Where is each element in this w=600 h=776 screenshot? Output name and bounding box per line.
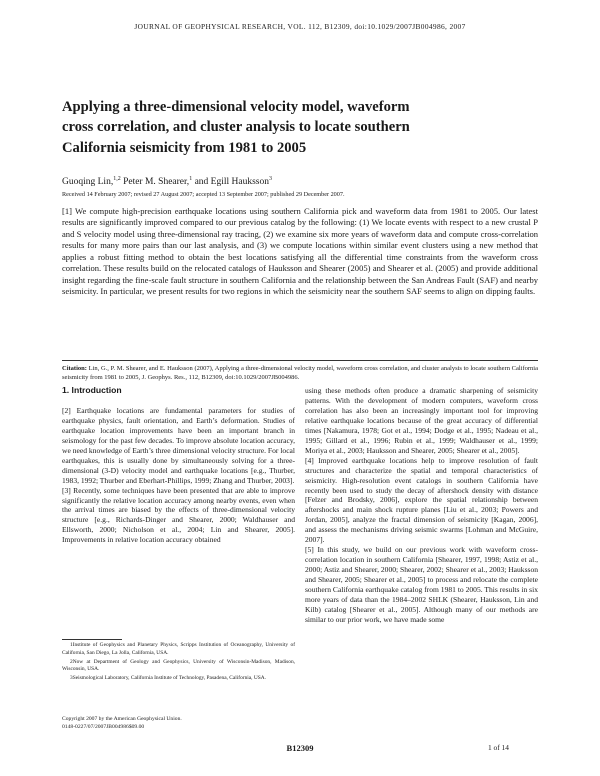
right-column bbox=[305, 386, 538, 625]
citation bbox=[62, 364, 538, 383]
abstract-text: We compute high-precision earthquake locations using southern California pick and waveform data from 1981 to 2005. Our latest results are significantly improved compared to our previous catalog by the following: (1) We locate events with respect to a new crustal P and S velocity model using three-dimensional ray tracing, (2) we examine six more years of waveform data and compute cross-correlation results for many more pairs than our last analysis, and (3) we compute locations within similar event clusters using a new method that applies a robust fitting method to obtain the best locations satisfying all the differential time constraints from the waveform cross correlation. These results build on the relocated catalogs of Hauksson and Shearer (2005) and Shearer et al. (2005) and provide additional insight regarding the fine-scale fault structure in southern California and the relationship between the San Andreas Fault (SAF) and nearby seismicity. In particular, we present results for two regions in which the seismicity near the southern SAF seems to align on dipping faults. bbox=[62, 206, 538, 297]
section-heading: 1. Introduction bbox=[62, 385, 122, 395]
author-name: Guoqing Lin, bbox=[62, 177, 114, 188]
paragraph-marker: [1] bbox=[62, 206, 72, 216]
footnote-rule bbox=[62, 639, 122, 640]
page-number: 1 of 14 bbox=[488, 743, 509, 752]
copyright-line: Copyright 2007 by the American Geophysical Union. bbox=[62, 716, 182, 722]
body-paragraph: [4] Improved earthquake locations help to improve resolution of fault structures and characterize the spatial and temporal characteristics of seismicity. High-resolution event catalogs in southern California have recently been used to study the decay of aftershock density with distance [Felzer and Brodsky, 2006], explore the spatial relationship between aftershocks and main shock rupture planes [Liu et al., 2003; Powers and Jordan, 2005], analyze the fractal dimension of seismicity [Kagan, 2006], and assess the mechanisms driving seismic swarms [Lohman and McGuire, 2007]. bbox=[305, 455, 538, 545]
abstract bbox=[62, 206, 538, 298]
footnote: 1Institute of Geophysics and Planetary Physics, Scripps Institution of Oceanography, University of California, San Diego, La Jolla, California, USA. bbox=[62, 642, 295, 656]
author-affiliation-mark: 1 bbox=[189, 176, 193, 182]
left-column bbox=[62, 386, 295, 545]
body-paragraph: [3] Recently, some techniques have been presented that are able to improve significantly the relative location accuracy among nearby events, even when the arrival times are biased by the effects of three-dimensional velocity structure [e.g., Richards-Dinger and Shearer, 2000; Waldhauser and Ellsworth, 2000; Nicholson et al., 2004; Lin and Shearer, 2005]. Improvements in relative location accuracy obtained bbox=[62, 485, 295, 545]
footnote: 2Now at Department of Geology and Geophysics, University of Wisconsin-Madison, Madison, Wisconsin, USA. bbox=[62, 658, 295, 673]
abstract-rule bbox=[62, 360, 538, 361]
footnote: 3Seismological Laboratory, California Institute of Technology, Pasadena, California, USA. bbox=[70, 675, 266, 682]
author-list bbox=[62, 176, 272, 187]
body-paragraph: [5] In this study, we build on our previous work with waveform cross-correlation location in southern California [Shearer, 1997, 1998; Astiz et al., 2000; Astiz and Shearer, 2000; Shearer, 2002; Shearer et al., 2003; Hauksson and Shearer, 2005; Shearer et al., 2005] to process and relocate the complete southern California earthquake catalog from 1981 to 2005. This results in six more years of data than the 1984–2002 SHLK (Shearer, Hauksson, Lin and Kilb) catalog [Shearer et al., 2005]. Although many of our methods are similar to our prior work, we have made some bbox=[305, 545, 538, 624]
received-dates: Received 14 February 2007; revised 27 August 2007; accepted 13 September 2007; published 29 December 2007. bbox=[62, 191, 345, 198]
author-name: Peter M. Shearer, bbox=[120, 177, 190, 188]
page-code: B12309 bbox=[286, 743, 314, 753]
issn-line: 0148-0227/07/2007JB004986$09.00 bbox=[62, 723, 145, 730]
citation-text: Lin, G., P. M. Shearer, and E. Hauksson (2007), Applying a three-dimensional velocity model, waveform cross correlation, and cluster analysis to locate southern California seismicity from 1981 to 2005, J. Geophys. Res., 112, B12309, doi:10.1029/2007JB004986. bbox=[62, 365, 538, 382]
citation-label: Citation: bbox=[62, 365, 87, 372]
author-affiliation-mark: 3 bbox=[268, 176, 272, 182]
copyright bbox=[62, 716, 295, 731]
body-paragraph: [2] Earthquake locations are fundamental parameters for studies of earthquake physics, fault orientation, and Earth’s deformation. Studies of earthquake location improvements have been an important branch in seismology for the past few decades. To improve absolute location accuracy, we need knowledge of Earth’s three dimensional velocity structure. For local earthquakes, this is usually done by simultaneously solving for a three-dimensional (3-D) velocity model and earthquake locations [e.g., Thurber, 1983, 1992; Thurber and Eberhart-Phillips, 1999; Zhang and Thurber, 2003]. bbox=[62, 405, 295, 485]
running-head: JOURNAL OF GEOPHYSICAL RESEARCH, VOL. 112, B12309, doi:10.1029/2007JB004986, 2007 bbox=[134, 22, 466, 31]
footnotes bbox=[62, 642, 295, 684]
author-affiliation-mark: 1,2 bbox=[113, 176, 121, 182]
body-paragraph: using these methods often produce a dramatic sharpening of seismicity patterns. With the development of modern computers, waveform cross correlation has also been an increasingly important tool for improving relative earthquake locations because of the great accuracy of differential times [Nakamura, 1978; Got et al., 1994; Dodge et al., 1995; Nadeau et al., 1995; Gillard et al., 1996; Rubin et al., 1999; Waldhauser et al., 1999; Moriya et al., 2003; Hauksson and Shearer, 2005; Shearer et al., 2005]. bbox=[305, 386, 538, 455]
author-name: and Egill Hauksson bbox=[192, 177, 269, 188]
article-title: Applying a three-dimensional velocity model, waveform cross correlation, and cluster analysis to locate southern California seismicity from 1981 to 2005 bbox=[62, 99, 410, 156]
